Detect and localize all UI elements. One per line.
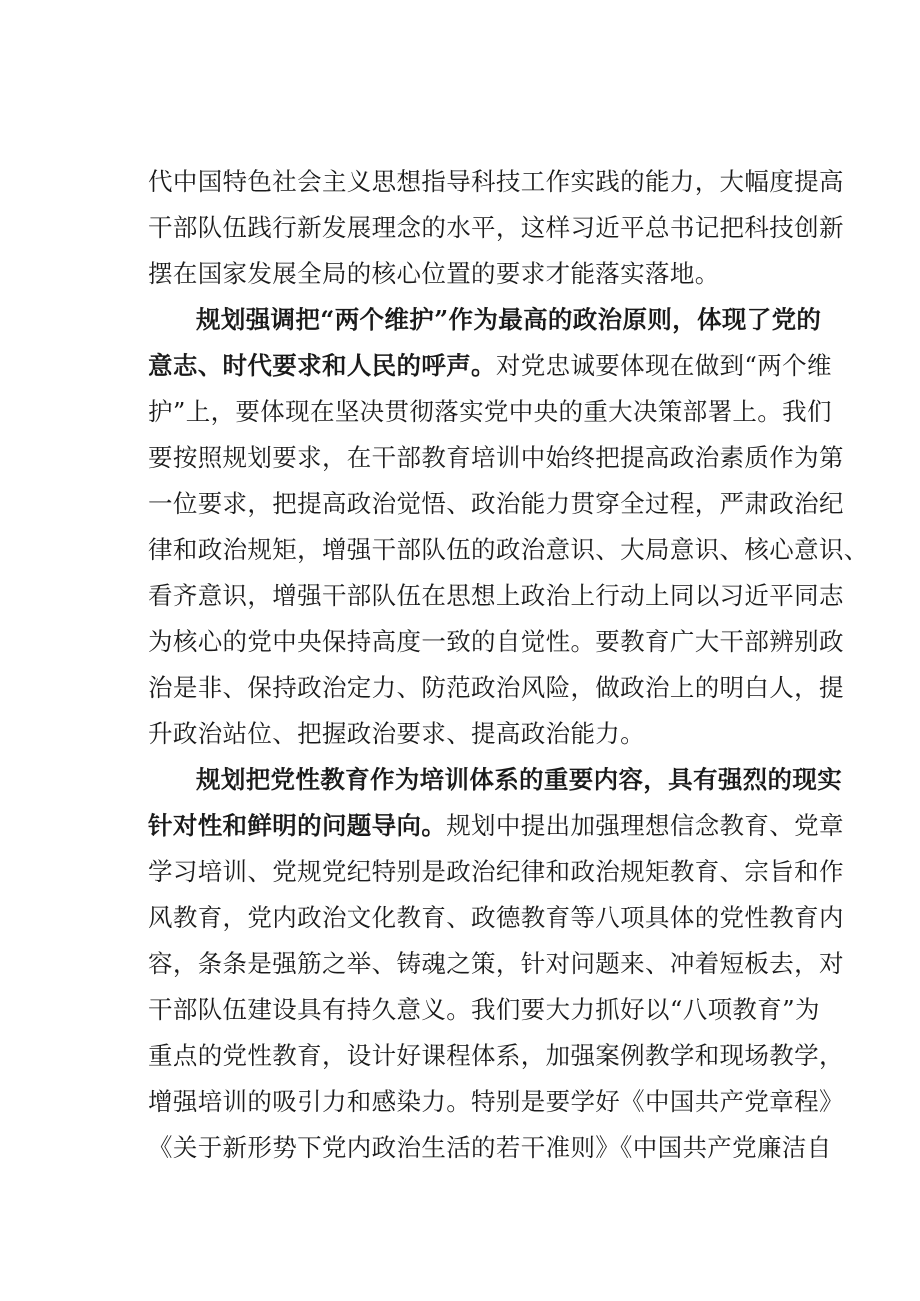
body-text-line: 看齐意识，增强干部队伍在思想上政治上行动上同以习近平同志 [148, 581, 844, 610]
bold-heading-line: 规划把党性教育作为培训体系的重要内容，具有强烈的现实 [196, 765, 843, 794]
body-text-line: 重点的党性教育，设计好课程体系，加强案例教学和现场教学， [148, 1041, 844, 1070]
body-text-line: 治是非、保持政治定力、防范政治风险，做政治上的明白人，提 [148, 673, 844, 702]
bold-heading-text: 针对性和鲜明的问题导向。 [148, 811, 447, 840]
body-text: 对党忠诚要体现在做到“两个维 [495, 351, 832, 380]
body-text-line: 容，条条是强筋之举、铸魂之策，针对问题来、冲着短板去，对 [148, 949, 844, 978]
body-text-line: 要按照规划要求，在干部教育培训中始终把提高政治素质作为第 [148, 443, 844, 472]
bold-heading-text: 意志、时代要求和人民的呼声。 [148, 351, 496, 380]
body-text-line: 风教育，党内政治文化教育、政德教育等八项具体的党性教育内 [148, 903, 844, 932]
body-text-line: 干部队伍建设具有持久意义。我们要大力抓好以“八项教育”为 [148, 995, 820, 1024]
body-text-line: 增强培训的吸引力和感染力。特别是要学好《中国共产党章程》 [148, 1087, 844, 1116]
body-text-line: 《关于新形势下党内政治生活的若干准则》《中国共产党廉洁自 [148, 1133, 832, 1162]
body-text-line: 升政治站位、把握政治要求、提高政治能力。 [148, 719, 645, 748]
mixed-text-line [148, 809, 844, 843]
body-text-line: 律和政治规矩，增强干部队伍的政治意识、大局意识、核心意识、 [148, 535, 869, 564]
body-text-line: 学习培训、党规党纪特别是政治纪律和政治规矩教育、宗旨和作 [148, 857, 844, 886]
body-text-line: 干部队伍践行新发展理念的水平，这样习近平总书记把科技创新 [148, 213, 844, 242]
body-text-line: 护”上，要体现在坚决贯彻落实党中央的重大决策部署上。我们 [148, 397, 832, 426]
body-text-line: 为核心的党中央保持高度一致的自觉性。要教育广大干部辨别政 [148, 627, 844, 656]
body-text-line: 代中国特色社会主义思想指导科技工作实践的能力，大幅度提高 [148, 167, 844, 196]
bold-heading-line: 规划强调把“两个维护”作为最高的政治原则，体现了党的 [196, 305, 822, 334]
body-text: 规划中提出加强理想信念教育、党章 [446, 811, 844, 840]
body-text-line: 一位要求，把提高政治觉悟、政治能力贯穿全过程，严肃政治纪 [148, 489, 844, 518]
mixed-text-line [148, 349, 832, 383]
body-text-line: 摆在国家发展全局的核心位置的要求才能落实落地。 [148, 259, 720, 288]
